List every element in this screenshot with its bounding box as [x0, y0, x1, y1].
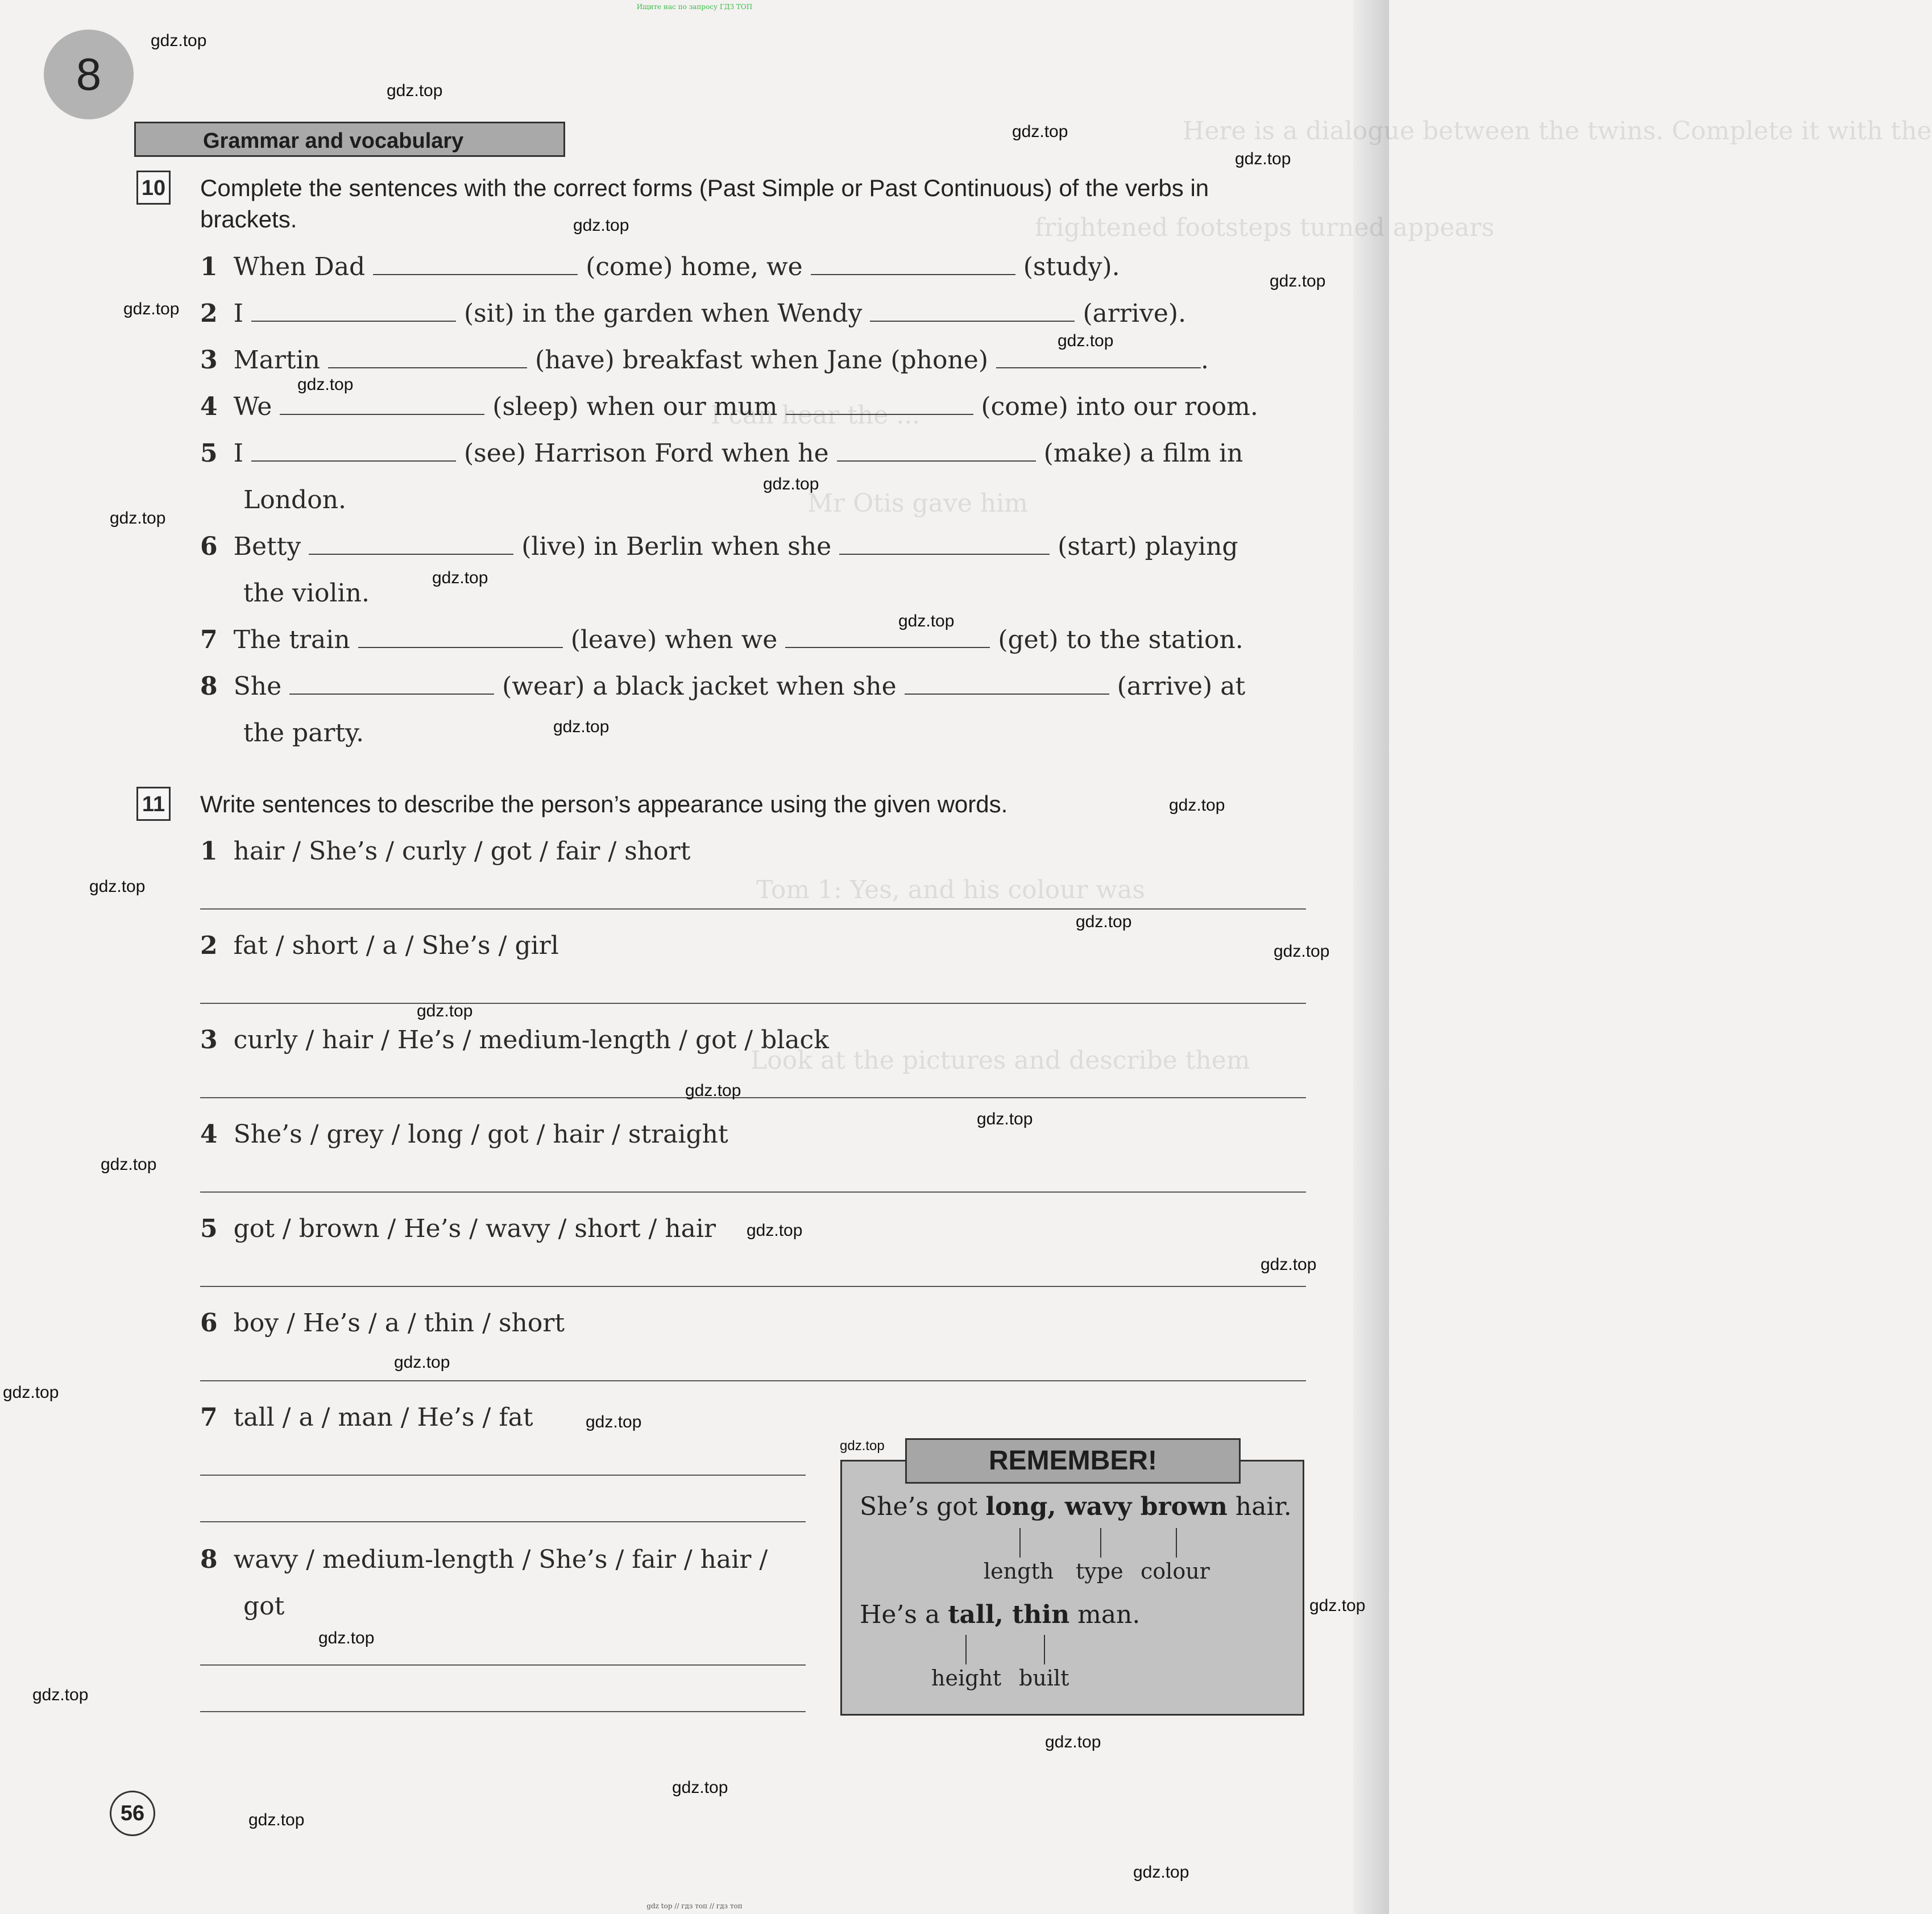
watermark: gdz.top: [685, 1081, 741, 1100]
bottom-note: gdz top // гдз топ // гдз топ: [646, 1902, 743, 1910]
answer-blank[interactable]: [358, 630, 563, 648]
item-number: 8: [200, 672, 218, 701]
item-text: (get) to the station.: [998, 625, 1243, 654]
exercise-item: [200, 437, 1243, 471]
answer-blank[interactable]: [837, 443, 1036, 462]
section-title: Grammar and vocabulary: [134, 122, 565, 157]
answer-line[interactable]: [200, 1664, 806, 1666]
exercise-number: 10: [136, 171, 171, 205]
watermark: gdz.top: [417, 1002, 473, 1020]
item-continuation: the violin.: [243, 579, 370, 608]
rem-bold: tall, thin: [948, 1600, 1070, 1629]
watermark: gdz.top: [394, 1353, 450, 1372]
remember-sentence: [860, 1492, 1292, 1521]
answer-blank[interactable]: [996, 350, 1201, 368]
item-text: (see) Harrison Ford when he: [464, 439, 829, 468]
watermark: gdz.top: [747, 1221, 803, 1240]
item-text: (leave) when we: [570, 625, 778, 654]
item-number: 3: [200, 1025, 218, 1054]
exercise-item: [200, 1306, 565, 1340]
remember-title: REMEMBER!: [905, 1438, 1241, 1484]
watermark: gdz.top: [1012, 122, 1068, 141]
watermark: gdz.top: [763, 475, 819, 493]
answer-blank[interactable]: [785, 630, 990, 648]
label-built: built: [1019, 1666, 1069, 1691]
item-continuation: got: [243, 1592, 285, 1621]
watermark: gdz.top: [1133, 1863, 1189, 1882]
answer-line[interactable]: [200, 908, 1306, 910]
item-number: 2: [200, 299, 218, 328]
item-number: 4: [200, 1120, 218, 1149]
watermark: gdz.top: [123, 300, 180, 318]
item-words: She’s / grey / long / got / hair / straight: [233, 1120, 728, 1149]
item-continuation: London.: [243, 485, 347, 514]
watermark: gdz.top: [89, 877, 146, 896]
watermark: gdz.top: [898, 612, 955, 630]
label-length: length: [984, 1559, 1054, 1584]
exercise-instruction: Complete the sentences with the correct forms (Past Simple or Past Continuous) of the verbs in: [200, 175, 1209, 201]
answer-blank[interactable]: [839, 537, 1050, 555]
rem-text: She’s got: [860, 1492, 986, 1521]
page-edge-shadow: [1353, 0, 1389, 1914]
item-words: fat / short / a / She’s / girl: [233, 931, 559, 960]
watermark: gdz.top: [1270, 272, 1326, 290]
pointer-line: [965, 1635, 967, 1664]
pointer-line: [1100, 1528, 1101, 1558]
item-number: 5: [200, 439, 218, 468]
exercise-instruction: Write sentences to describe the person’s appearance using the given words.: [200, 791, 1008, 817]
answer-line[interactable]: [200, 1191, 1306, 1193]
item-text: .: [1201, 346, 1209, 375]
item-number: 8: [200, 1545, 218, 1574]
watermark: gdz.top: [672, 1778, 728, 1797]
bleed-text: Here is a dialogue between the twins. Complete it with the: [1183, 117, 1932, 146]
answer-blank[interactable]: [289, 676, 494, 695]
watermark: gdz.top: [432, 568, 488, 587]
page-number: 56: [110, 1791, 155, 1836]
item-text: When Dad: [233, 252, 366, 281]
unit-number: 8: [44, 30, 134, 119]
item-text: We: [233, 392, 272, 421]
bleed-text: Look at the pictures and describe them: [751, 1046, 1250, 1075]
item-number: 3: [200, 346, 218, 375]
item-text: (make) a film in: [1043, 439, 1243, 468]
answer-blank[interactable]: [373, 257, 578, 275]
item-words: wavy / medium-length / She’s / fair / hair /: [233, 1545, 768, 1574]
pointer-line: [1176, 1528, 1177, 1558]
bleed-text: frightened footsteps turned appears: [1035, 213, 1495, 242]
answer-blank[interactable]: [786, 397, 973, 415]
answer-line[interactable]: [200, 1097, 1306, 1098]
exercise-item: [200, 297, 1186, 331]
label-type: type: [1076, 1559, 1123, 1584]
item-words: tall / a / man / He’s / fat: [233, 1403, 533, 1432]
pointer-line: [1044, 1635, 1045, 1664]
answer-blank[interactable]: [309, 537, 513, 555]
pointer-line: [1019, 1528, 1021, 1558]
rem-text: He’s a: [860, 1600, 948, 1629]
watermark: gdz.top: [387, 81, 443, 100]
exercise-item: [200, 1212, 716, 1246]
item-number: 7: [200, 1403, 218, 1432]
answer-blank[interactable]: [251, 304, 456, 322]
answer-blank[interactable]: [280, 397, 484, 415]
exercise-item: [200, 1543, 768, 1577]
item-text: (wear) a black jacket when she: [502, 672, 897, 701]
watermark: gdz.top: [101, 1155, 157, 1174]
exercise-item: [200, 390, 1258, 424]
watermark: gdz.top: [248, 1811, 305, 1829]
item-text: I: [233, 299, 243, 328]
item-number: 1: [200, 252, 218, 281]
answer-line[interactable]: [200, 1003, 1306, 1004]
item-text: Martin: [233, 346, 321, 375]
answer-line[interactable]: [200, 1286, 1306, 1287]
watermark: gdz.top: [1169, 796, 1225, 815]
watermark: gdz.top: [573, 216, 629, 235]
watermark: gdz.top: [110, 509, 166, 528]
watermark: gdz.top: [1309, 1596, 1366, 1615]
item-number: 7: [200, 625, 218, 654]
exercise-item: [200, 670, 1245, 704]
item-number: 2: [200, 931, 218, 960]
answer-blank[interactable]: [811, 257, 1015, 275]
watermark: gdz.top: [1261, 1255, 1317, 1274]
watermark: gdz.top: [32, 1685, 89, 1704]
item-text: (arrive) at: [1117, 672, 1246, 701]
rem-text: hair.: [1227, 1492, 1292, 1521]
remember-sentence: [860, 1600, 1140, 1629]
item-text: (sit) in the garden when Wendy: [464, 299, 863, 328]
watermark: gdz.top: [586, 1413, 642, 1431]
item-text: (come) home, we: [586, 252, 803, 281]
watermark: gdz.top: [3, 1383, 59, 1402]
item-text: (have) breakfast when Jane (phone): [535, 346, 989, 375]
item-text: (start) playing: [1058, 532, 1238, 561]
answer-line[interactable]: [200, 1475, 806, 1476]
exercise-item: [200, 834, 690, 869]
watermark: gdz.top: [1235, 150, 1291, 168]
item-text: The train: [233, 625, 350, 654]
rem-bold: long, wavy brown: [985, 1492, 1228, 1521]
answer-line[interactable]: [200, 1521, 806, 1522]
top-note: Ищите нас по запросу ГДЗ ТОП: [636, 3, 753, 11]
watermark: gdz.top: [840, 1438, 885, 1454]
item-text: (live) in Berlin when she: [521, 532, 832, 561]
item-text: (study).: [1023, 252, 1120, 281]
item-text: (sleep) when our mum: [492, 392, 778, 421]
exercise-item: [200, 250, 1120, 284]
answer-blank[interactable]: [905, 676, 1109, 695]
bleed-text: I can hear the ...: [711, 401, 921, 430]
label-colour: colour: [1141, 1559, 1210, 1584]
item-number: 4: [200, 392, 218, 421]
watermark: gdz.top: [553, 717, 610, 736]
item-words: curly / hair / He’s / medium-length / got / black: [233, 1025, 829, 1054]
item-words: hair / She’s / curly / got / fair / short: [233, 837, 691, 866]
answer-line[interactable]: [200, 1711, 806, 1712]
item-text: I: [233, 439, 243, 468]
exercise-item: [200, 623, 1243, 657]
watermark: gdz.top: [1058, 331, 1114, 350]
exercise-item: [200, 530, 1238, 564]
rem-text: man.: [1069, 1600, 1141, 1629]
item-text: (come) into our room.: [981, 392, 1258, 421]
watermark: gdz.top: [1076, 912, 1132, 931]
answer-blank[interactable]: [251, 443, 456, 462]
watermark: gdz.top: [1045, 1733, 1101, 1751]
exercise-item: [200, 1023, 829, 1057]
item-text: Betty: [233, 532, 301, 561]
answer-line[interactable]: [200, 1380, 1306, 1381]
item-continuation: the party.: [243, 719, 364, 748]
watermark: gdz.top: [151, 31, 207, 50]
bleed-text: Tom 1: Yes, and his colour was: [756, 875, 1145, 904]
item-text: (arrive).: [1083, 299, 1187, 328]
item-number: 6: [200, 1309, 218, 1338]
exercise-instruction: brackets.: [200, 206, 297, 232]
bleed-text: Mr Otis gave him: [807, 489, 1028, 518]
watermark: gdz.top: [1274, 942, 1330, 961]
item-text: She: [233, 672, 282, 701]
exercise-item: [200, 929, 559, 963]
answer-blank[interactable]: [870, 304, 1075, 322]
exercise-item: [200, 1118, 728, 1152]
item-number: 1: [200, 837, 218, 866]
item-words: boy / He’s / a / thin / short: [233, 1309, 565, 1338]
watermark: gdz.top: [297, 375, 354, 394]
exercise-item: [200, 1401, 533, 1435]
answer-blank[interactable]: [328, 350, 527, 368]
watermark: gdz.top: [977, 1110, 1033, 1128]
item-number: 6: [200, 532, 218, 561]
item-number: 5: [200, 1214, 218, 1243]
watermark: gdz.top: [318, 1629, 375, 1647]
exercise-number: 11: [136, 787, 171, 821]
label-height: height: [931, 1666, 1002, 1691]
item-words: got / brown / He’s / wavy / short / hair: [233, 1214, 716, 1243]
